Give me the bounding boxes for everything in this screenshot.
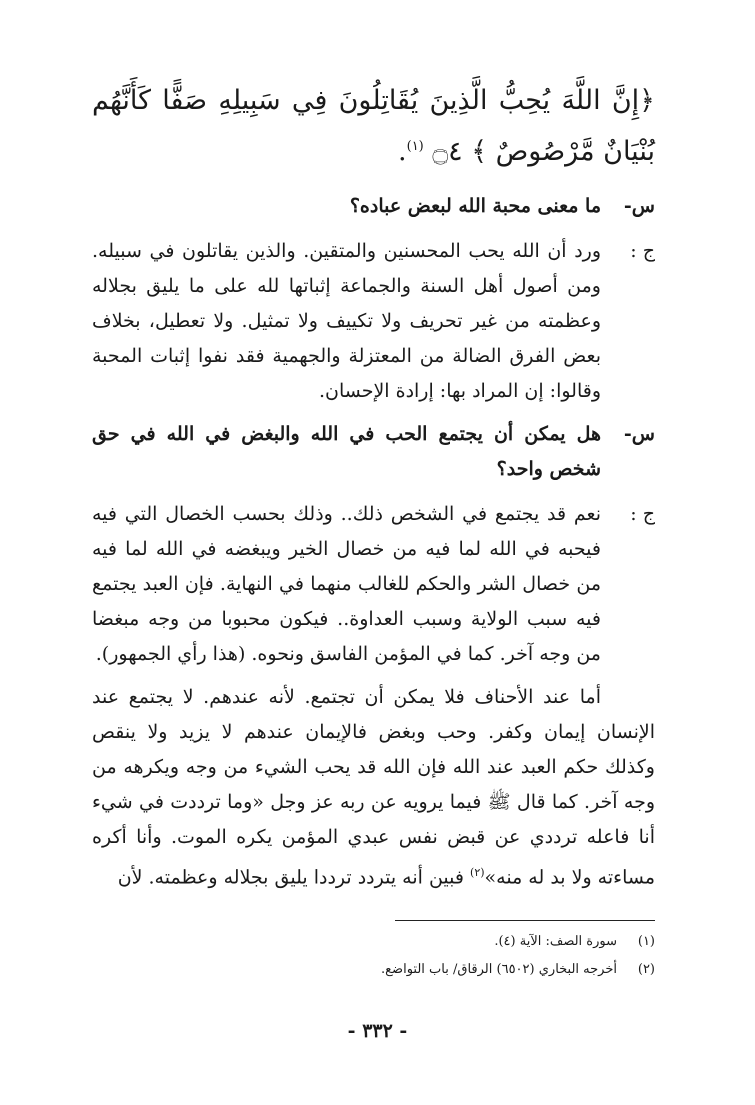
footnote-divider	[395, 920, 655, 921]
footnote-2	[95, 956, 655, 984]
hadith-footnote-ref[interactable]: (٢)	[470, 866, 485, 879]
question-text: ما معنى محبة الله لبعض عباده؟	[349, 195, 601, 217]
footnote-text: سورة الصف: الآية (٤).	[494, 934, 617, 949]
question-2	[92, 417, 655, 487]
footnote-1	[95, 928, 655, 956]
answer-marker: ج :	[630, 503, 655, 525]
verse-end: .	[398, 136, 407, 167]
answer-1	[92, 234, 655, 409]
answer-2	[92, 497, 655, 672]
hanafi-paragraph	[92, 680, 655, 895]
verse-footnote-ref[interactable]: (١)	[406, 139, 424, 154]
answer-text: ورد أن الله يحب المحسنين والمتقين. والذين يقاتلون في سبيله. ومن أصول أهل السنة والجماعة إثباتها لله على ما يليق بجلاله وعظمته من غير تحريف ولا تكييف ولا تمثيل. ولا تعطيل، بخلاف بعض الفرق الضالة من المعتزلة والجهمية فقد نفوا إثبات المحبة وقالوا: إن المراد بها: إرادة الإحسان.	[92, 240, 601, 402]
question-marker: س-	[623, 195, 655, 217]
question-1	[92, 189, 655, 224]
quran-verse	[92, 78, 655, 175]
page-number: - ٣٣٢ -	[347, 1020, 408, 1042]
paragraph-text: أما عند الأحناف فلا يمكن أن تجتمع. لأنه عندهم. لا يجتمع عند الإنسان إيمان وكفر. وحب وبغض فالإيمان عندهم لا يزيد ولا ينقص وكذلك حكم العبد عند الله فإن الله قد يحب الشيء من وجه ويكرهه من وجه آخر. كما قال ﷺ فيما يرويه عن ربه عز وجل «وما ترددت في شيء أنا فاعله ترددي عن قبض نفس عبدي المؤمن يكره الموت. وأنا أكره مساءته ولا بد له منه»	[92, 686, 655, 889]
verse-text: ﴿إِنَّ اللَّهَ يُحِبُّ الَّذِينَ يُقَاتِلُونَ فِي سَبِيلِهِ صَفًّا كَأَنَّهُم بُنْيَانٌ مَّرْصُوصٌ ﴾	[92, 85, 655, 167]
question-text: هل يمكن أن يجتمع الحب في الله والبغض في الله في حق شخص واحد؟	[92, 423, 601, 480]
paragraph-text-end: فبين أنه يتردد ترددا يليق بجلاله وعظمته. لأن	[117, 866, 471, 889]
ayah-number-mark: ۝٤	[432, 136, 463, 167]
footnote-number: (٢)	[637, 962, 655, 977]
answer-text: نعم قد يجتمع في الشخص ذلك.. وذلك بحسب الخصال التي فيه فيحبه في الله لما فيه من خصال الخير ويبغضه في الله لما فيه من خصال الشر والحكم للغالب منهما في النهاية. فإن العبد يجتمع فيه سبب الولاية وسبب العداوة.. فيكون محبوبا من وجه مبغضا من وجه آخر. كما في المؤمن الفاسق ونحوه. (هذا رأي الجمهور).	[92, 503, 601, 665]
footnote-text: أخرجه البخاري (٦٥٠٢) الرقاق/ باب التواضع.	[381, 962, 617, 977]
footnotes	[95, 928, 655, 984]
footnote-number: (١)	[637, 934, 655, 949]
question-marker: س-	[623, 423, 655, 445]
answer-marker: ج :	[630, 240, 655, 262]
